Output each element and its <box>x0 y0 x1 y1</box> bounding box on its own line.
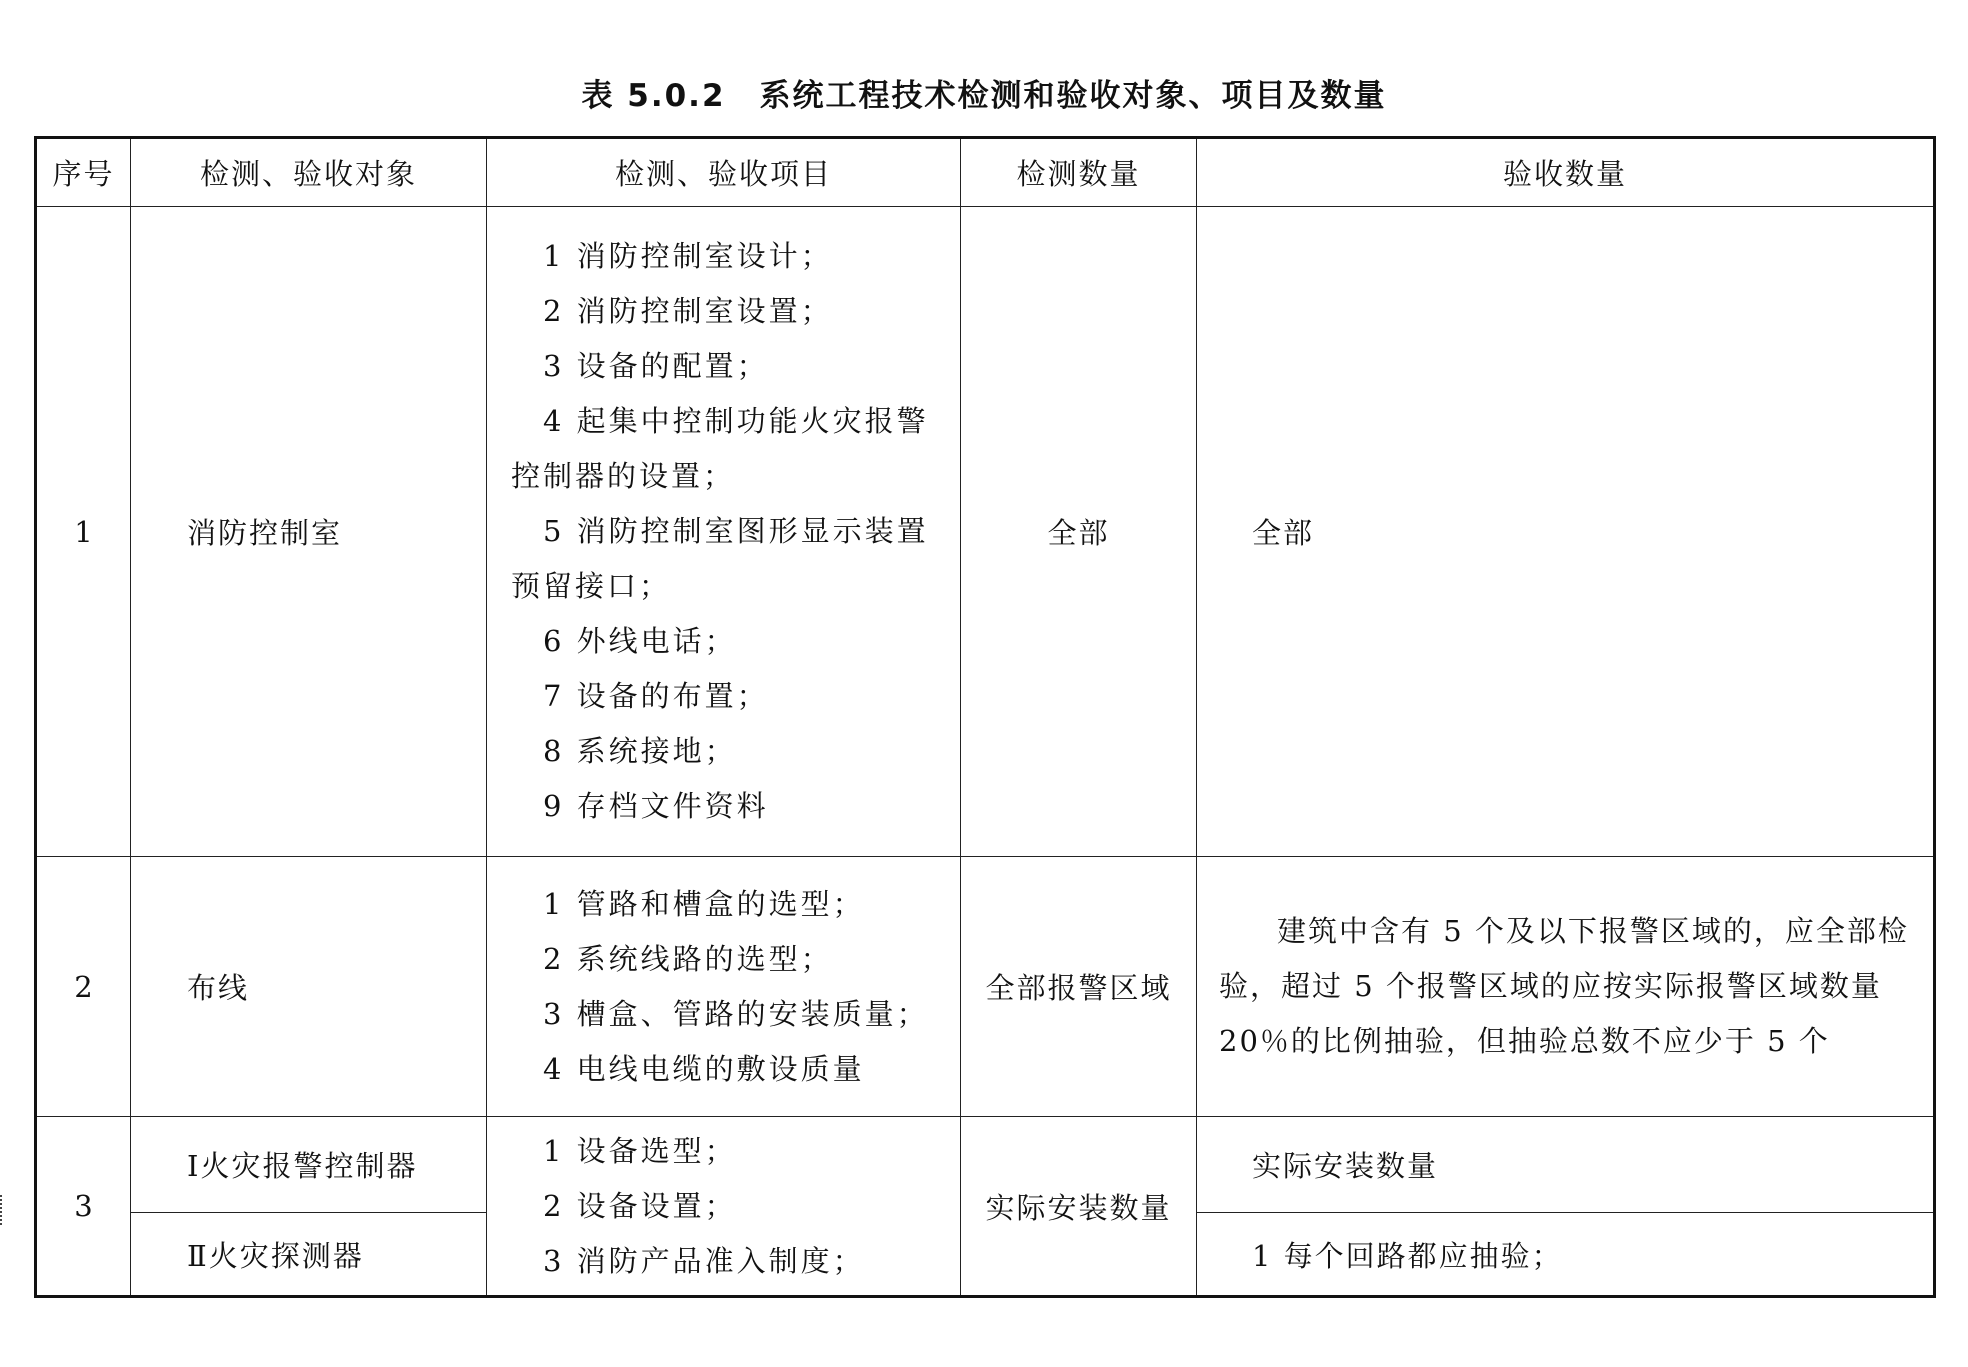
row-object: Ⅰ火灾报警控制器 <box>131 1117 487 1213</box>
row-object: Ⅱ火灾探测器 <box>131 1213 487 1297</box>
row-test-qty: 实际安装数量 <box>961 1117 1197 1297</box>
table-caption <box>0 70 1968 115</box>
item-text: 4 起集中控制功能火灾报警控制器的设置； <box>511 404 929 493</box>
table-row <box>36 207 1935 857</box>
row-object: 消防控制室 <box>131 207 487 857</box>
header-items: 检测、验收项目 <box>487 138 961 207</box>
header-no: 序号 <box>36 138 131 207</box>
row-items <box>487 207 961 857</box>
table-row <box>36 1117 1935 1213</box>
header-test-qty: 检测数量 <box>961 138 1197 207</box>
row-no: 1 <box>36 207 131 857</box>
row-accept-qty: 全部 <box>1197 207 1935 857</box>
item-text: 1 设备选型； <box>543 1133 737 1168</box>
item-text: 3 消防产品准入制度； <box>543 1243 865 1278</box>
header-object: 检测、验收对象 <box>131 138 487 207</box>
item-text: 1 消防控制室设计； <box>543 239 833 273</box>
row-items <box>487 857 961 1117</box>
inspection-table <box>34 136 1936 1298</box>
header-accept-qty: 验收数量 <box>1197 138 1935 207</box>
item-text: 8 系统接地； <box>543 734 737 768</box>
table-number: 表 5.0.2 <box>581 78 726 114</box>
row-accept-qty: 建筑中含有 5 个及以下报警区域的，应全部检验，超过 5 个报警区域的应按实际报警区域数量 20％的比例抽验，但抽验总数不应少于 5 个 <box>1197 857 1935 1117</box>
table-title: 系统工程技术检测和验收对象、项目及数量 <box>759 78 1387 114</box>
item-text: 5 消防控制室图形显示装置预留接口； <box>511 514 929 603</box>
item-text: 7 设备的布置； <box>543 679 769 713</box>
row-test-qty: 全部报警区域 <box>961 857 1197 1117</box>
item-text: 1 管路和槽盒的选型； <box>543 886 865 921</box>
row-items <box>487 1117 961 1297</box>
row-object: 布线 <box>131 857 487 1117</box>
row-test-qty: 全部 <box>961 207 1197 857</box>
row-accept-qty: 1 每个回路都应抽验； <box>1197 1213 1935 1297</box>
margin-mark <box>0 1195 5 1225</box>
table-row <box>36 857 1935 1117</box>
item-text: 4 电线电缆的敷设质量 <box>543 1051 865 1086</box>
item-text: 9 存档文件资料 <box>543 789 769 823</box>
row-no: 2 <box>36 857 131 1117</box>
item-text: 2 系统线路的选型； <box>543 941 833 976</box>
item-text: 6 外线电话； <box>543 624 737 658</box>
item-text: 3 槽盒、管路的安装质量； <box>543 996 929 1031</box>
row-accept-qty: 实际安装数量 <box>1197 1117 1935 1213</box>
item-text: 2 消防控制室设置； <box>543 294 833 328</box>
item-text: 2 设备设置； <box>543 1188 737 1223</box>
row-no: 3 <box>36 1117 131 1297</box>
item-text: 3 设备的配置； <box>543 349 769 383</box>
table-header-row <box>36 138 1935 207</box>
